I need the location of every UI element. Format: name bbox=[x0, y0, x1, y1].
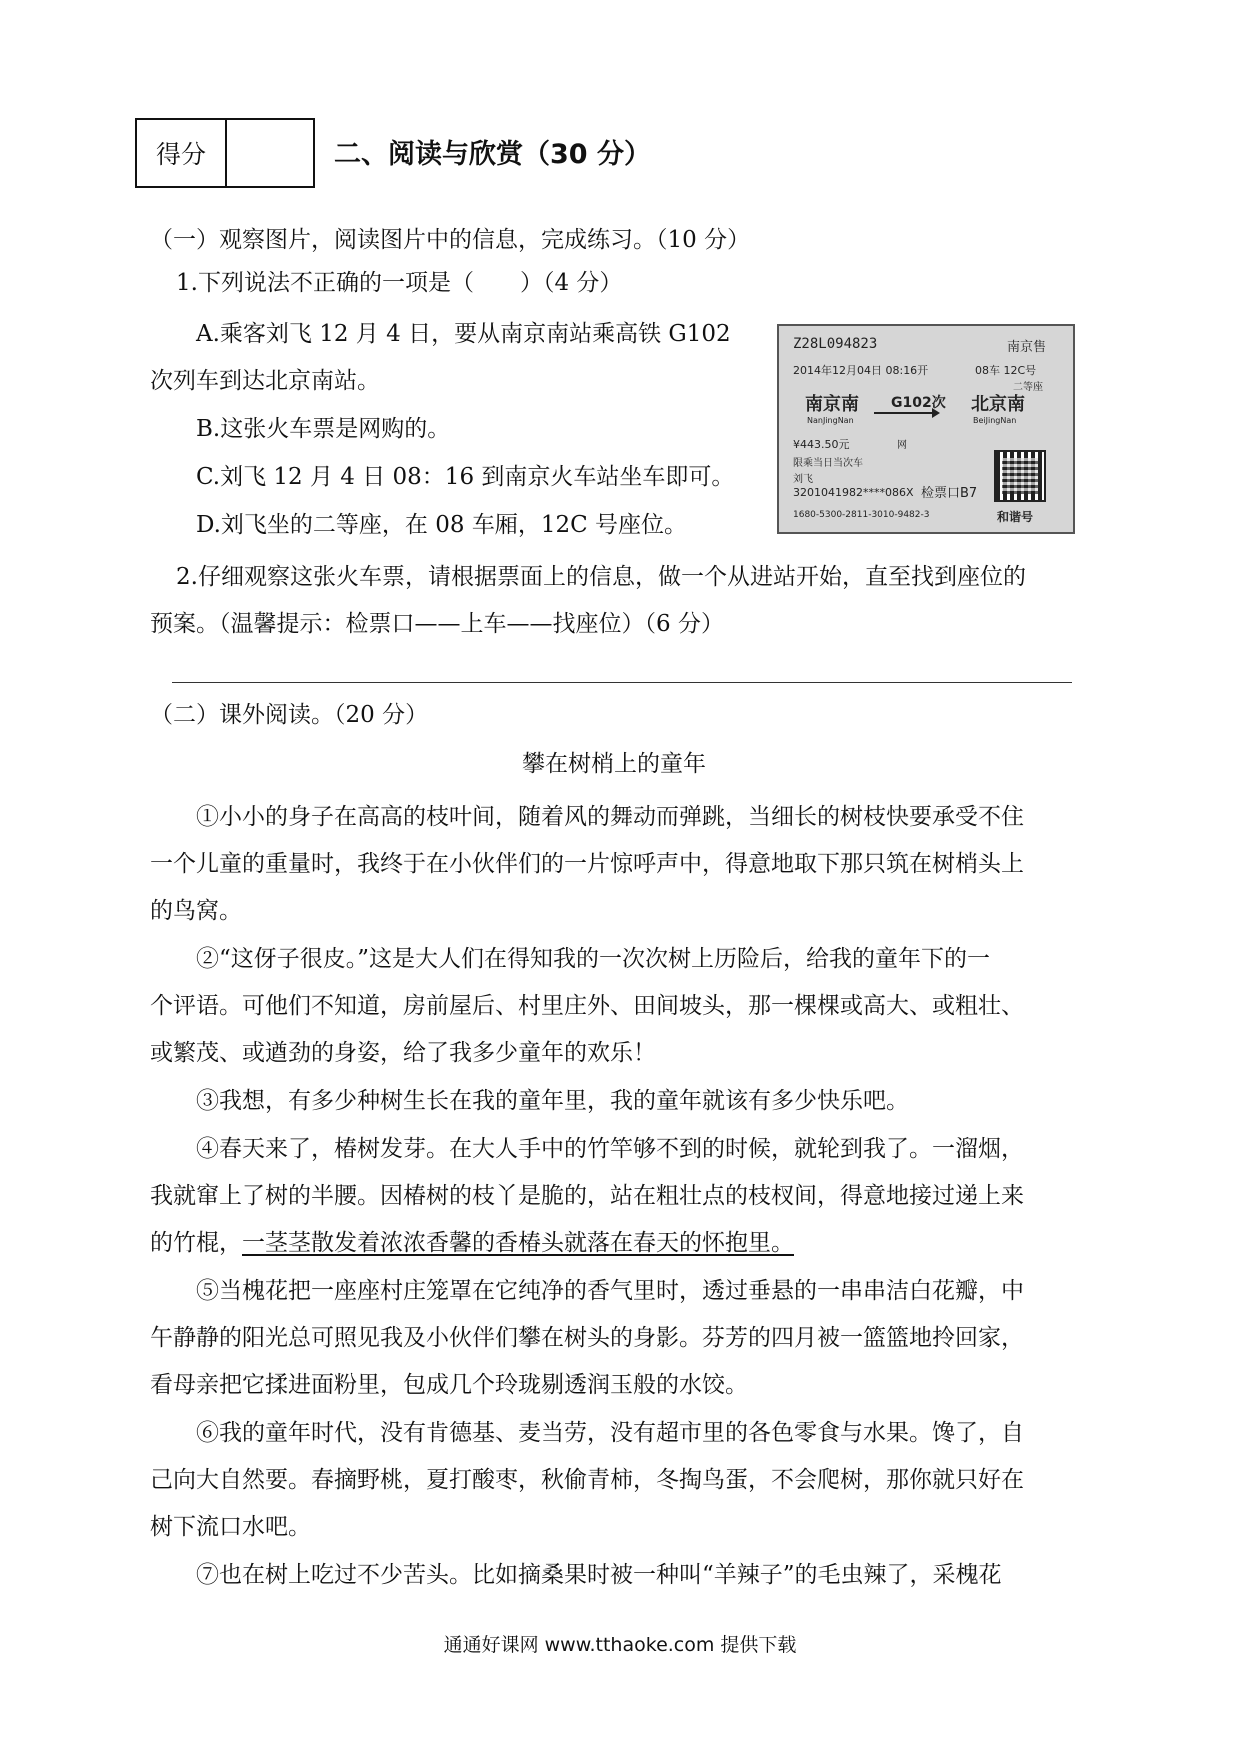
article-line: 树下流口水吧。 bbox=[150, 1514, 311, 1540]
article-line: 的鸟窝。 bbox=[150, 898, 242, 924]
article-line: ②“这伢子很皮。”这是大人们在得知我的一次次树上历险后，给我的童年下的一 bbox=[196, 946, 991, 972]
article-line: 看母亲把它揉进面粉里，包成几个玲珑剔透润玉般的水饺。 bbox=[150, 1372, 748, 1398]
article-line: 一个儿童的重量时，我终于在小伙伴们的一片惊呼声中，得意地取下那只筑在树梢头上 bbox=[150, 851, 1024, 877]
ticket-to-pinyin: BeiJingNan bbox=[973, 416, 1017, 425]
ticket-from-pinyin: NanJingNan bbox=[807, 416, 854, 425]
ticket-to: 北京南 bbox=[971, 394, 1025, 415]
ticket-id-number: 3201041982****086X bbox=[793, 486, 914, 499]
ticket-seat: 08车 12C号 bbox=[975, 364, 1037, 377]
article-line: ⑥我的童年时代，没有肯德基、麦当劳，没有超市里的各色零食与水果。馋了，自 bbox=[196, 1420, 1024, 1446]
article-line: ④春天来了，椿树发芽。在大人手中的竹竿够不到的时候，就轮到我了。一溜烟， bbox=[196, 1136, 1024, 1162]
question-2-line2: 预案。（温馨提示：检票口——上车——找座位）（6 分） bbox=[150, 611, 724, 637]
article-line: ①小小的身子在高高的枝叶间，随着风的舞动而弹跳，当细长的树枝快要承受不住 bbox=[196, 804, 1024, 830]
ticket-price: ¥443.50元 bbox=[793, 438, 850, 451]
article-title: 攀在树梢上的童年 bbox=[522, 751, 706, 777]
ticket-serial: Z28L094823 bbox=[793, 336, 878, 352]
ticket-gate: 检票口B7 bbox=[921, 486, 978, 501]
article-line: 个评语。可他们不知道，房前屋后、村里庄外、田间坡头，那一棵棵或高大、或粗壮、 bbox=[150, 993, 1024, 1019]
article-line: ⑦也在树上吃过不少苦头。比如摘桑果时被一种叫“羊辣子”的毛虫辣了，采槐花 bbox=[196, 1562, 1002, 1588]
ticket-brand: 和谐号 bbox=[997, 510, 1034, 524]
ticket-from: 南京南 bbox=[805, 394, 859, 415]
option-c: C.刘飞 12 月 4 日 08：16 到南京火车站坐车即可。 bbox=[196, 464, 735, 490]
ticket-train: G102次 bbox=[891, 395, 946, 411]
article-line: 或繁茂、或遒劲的身姿，给了我多少童年的欢乐！ bbox=[150, 1040, 656, 1066]
article-line: 午静静的阳光总可照见我及小伙伴们攀在树头的身影。芬芳的四月被一篮篮地拎回家， bbox=[150, 1325, 1024, 1351]
part1-heading: （一）观察图片，阅读图片中的信息，完成练习。（10 分） bbox=[150, 227, 751, 253]
part2-heading: （二）课外阅读。（20 分） bbox=[150, 702, 429, 728]
page-footer: 通通好课网 www.tthaoke.com 提供下载 bbox=[443, 1634, 797, 1656]
section-title: 二、阅读与欣赏（30 分） bbox=[334, 139, 651, 170]
question-1: 1.下列说法不正确的一项是（ ）（4 分） bbox=[176, 270, 623, 296]
article-line: ⑤当槐花把一座座村庄笼罩在它纯净的香气里时，透过垂悬的一串串洁白花瓣，中 bbox=[196, 1278, 1024, 1304]
train-ticket-image bbox=[777, 324, 1075, 534]
underlined-sentence: 一茎茎散发着浓浓香馨的香椿头就落在春天的怀抱里。 bbox=[242, 1230, 794, 1256]
option-d: D.刘飞坐的二等座，在 08 车厢，12C 号座位。 bbox=[196, 512, 687, 538]
ticket-channel: 网 bbox=[897, 440, 907, 451]
score-label: 得分 bbox=[137, 120, 227, 186]
score-box bbox=[135, 118, 315, 188]
question-2-line1: 2.仔细观察这张火车票，请根据票面上的信息，做一个从进站开始，直至找到座位的 bbox=[176, 564, 1026, 590]
option-b: B.这张火车票是网购的。 bbox=[196, 416, 451, 442]
ticket-code: 1680-5300-2811-3010-9482-3 bbox=[793, 510, 930, 520]
article-line-with-underline bbox=[150, 1228, 794, 1258]
article-line: ③我想，有多少种树生长在我的童年里，我的童年就该有多少快乐吧。 bbox=[196, 1088, 909, 1114]
ticket-passenger: 刘飞 bbox=[793, 474, 813, 485]
ticket-arrow-icon bbox=[874, 412, 938, 414]
option-a-line2: 次列车到达北京南站。 bbox=[150, 368, 380, 394]
answer-line[interactable] bbox=[172, 682, 1072, 683]
ticket-datetime: 2014年12月04日 08:16开 bbox=[793, 364, 929, 377]
article-line: 的竹棍， bbox=[150, 1230, 242, 1256]
qr-code-icon bbox=[994, 450, 1046, 502]
ticket-station-sold: 南京售 bbox=[1007, 340, 1047, 355]
ticket-valid: 限乘当日当次车 bbox=[793, 458, 863, 469]
option-a-line1: A.乘客刘飞 12 月 4 日，要从南京南站乘高铁 G102 bbox=[196, 321, 731, 347]
score-blank[interactable] bbox=[227, 120, 313, 186]
article-line: 己向大自然要。春摘野桃，夏打酸枣，秋偷青柿，冬掏鸟蛋，不会爬树，那你就只好在 bbox=[150, 1467, 1024, 1493]
ticket-class: 二等座 bbox=[1013, 382, 1043, 393]
article-line: 我就窜上了树的半腰。因椿树的枝丫是脆的，站在粗壮点的枝杈间，得意地接过递上来 bbox=[150, 1183, 1024, 1209]
